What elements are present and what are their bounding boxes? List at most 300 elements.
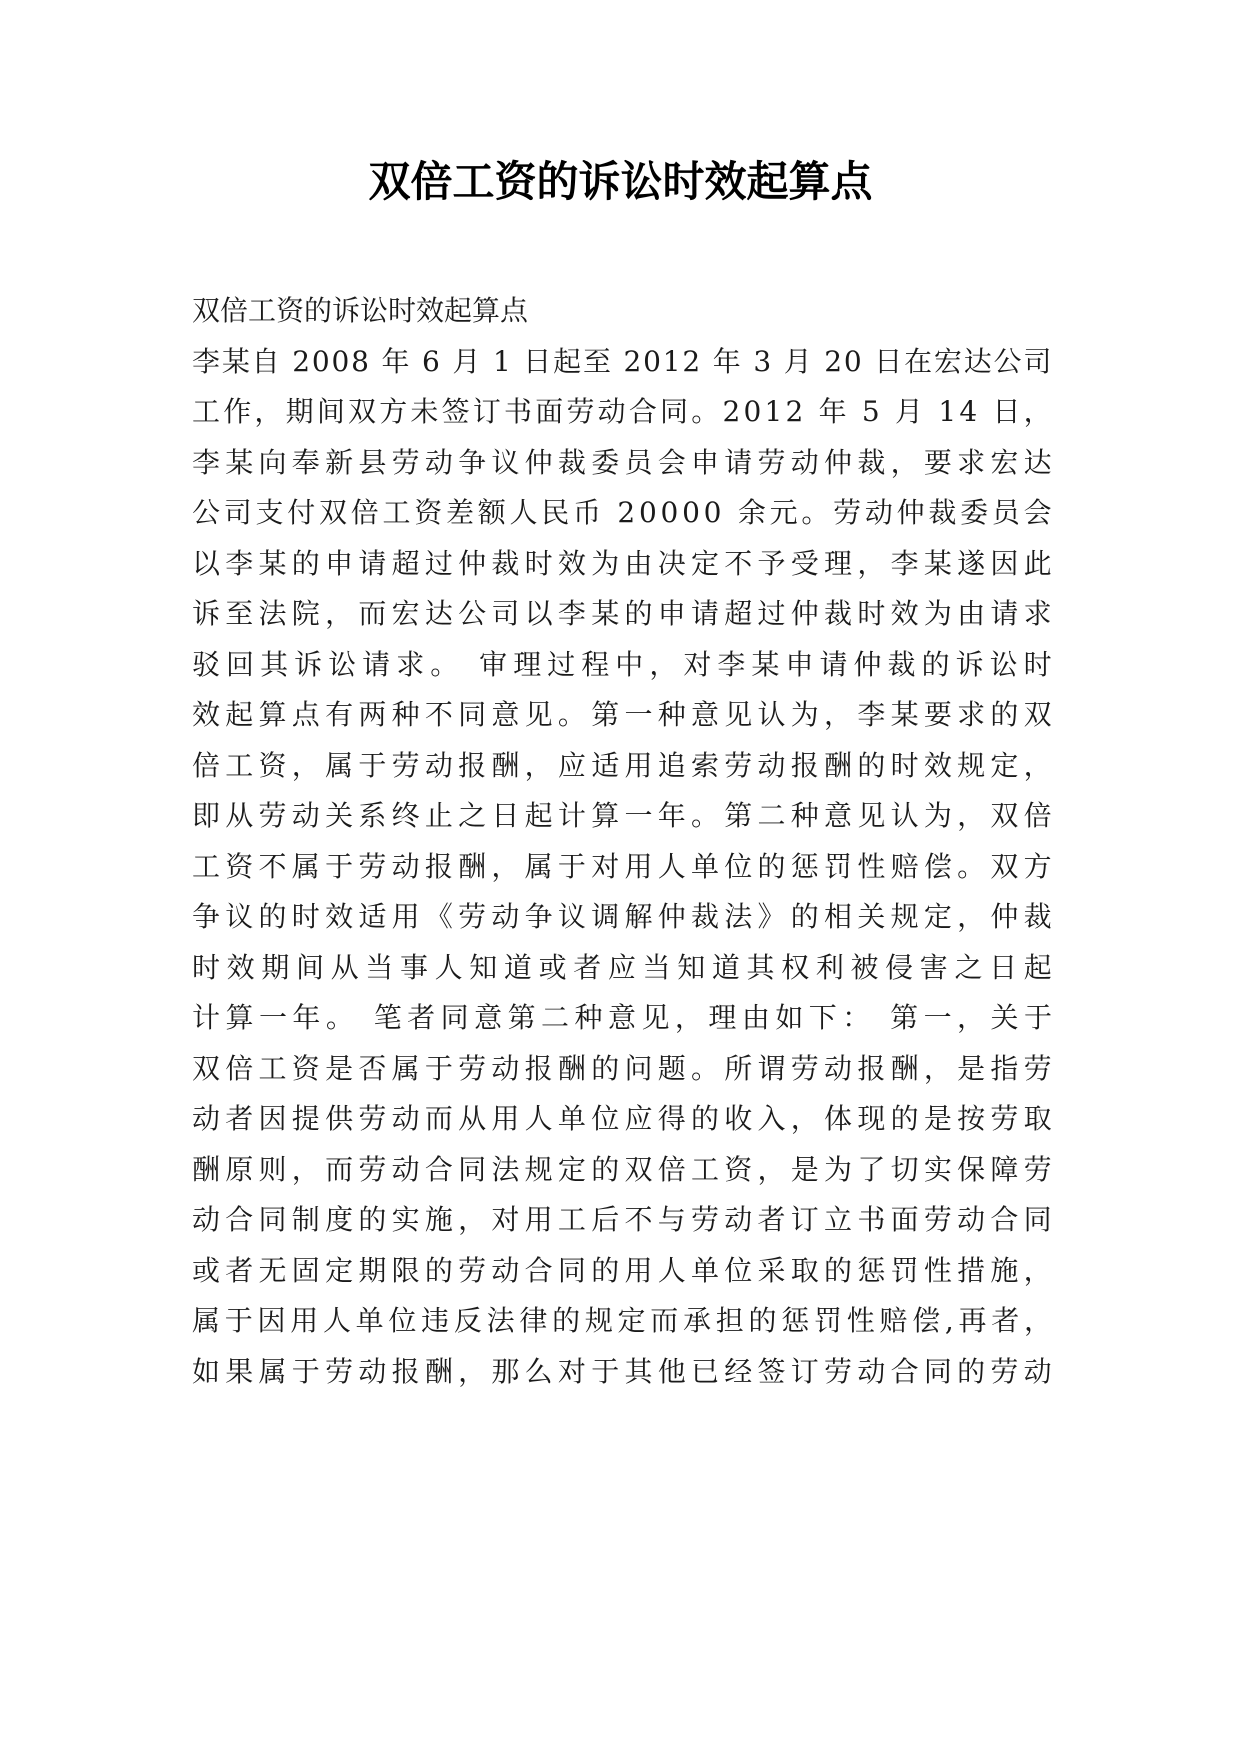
line-char: 动	[491, 1253, 520, 1287]
line-char: 于	[325, 849, 354, 883]
line-char: 请	[690, 597, 719, 630]
line-char: 用	[624, 849, 653, 883]
line-char: 资	[225, 849, 254, 883]
line-char: 动	[824, 1051, 853, 1085]
line-char: 的	[624, 597, 653, 630]
line-char: 时	[192, 950, 221, 984]
line-char: 资	[724, 1152, 753, 1186]
line-char: 而	[650, 1304, 679, 1337]
line-char: 经	[724, 1354, 753, 1388]
line-char: 方	[379, 395, 408, 428]
line-char: 与	[657, 1203, 686, 1236]
line-char: 算	[225, 1001, 254, 1034]
line-char: 其	[746, 950, 775, 984]
line-char: 笔	[373, 1001, 402, 1034]
line-char: 二	[757, 799, 786, 832]
line-char: 要	[923, 445, 952, 479]
line-char: 。	[691, 395, 720, 428]
line-char: 者	[407, 1001, 436, 1034]
line-char: 动	[291, 799, 320, 832]
line-char: 知	[677, 950, 706, 984]
line-char: 一	[923, 1001, 952, 1034]
line-char: 动	[424, 445, 453, 479]
line-char: 双	[990, 799, 1019, 832]
line-char: 0	[703, 496, 722, 529]
line-char: 点	[291, 698, 320, 731]
line-char: 度	[325, 1203, 354, 1236]
line-char: 二	[541, 1001, 570, 1034]
line-char: 从	[458, 1102, 487, 1135]
body-line	[192, 1296, 1052, 1347]
line-char: 其	[260, 647, 289, 681]
line-char: 决	[657, 546, 686, 580]
line-char: 至	[225, 597, 254, 630]
line-char: 倍	[225, 1051, 254, 1085]
line-char: ，	[254, 395, 283, 428]
line-char: 李	[225, 546, 254, 580]
line-char: 年	[292, 1001, 321, 1034]
body-line	[192, 488, 1052, 539]
line-char: 面	[890, 1203, 919, 1236]
line-char: 应	[624, 1102, 653, 1135]
line-char: 予	[757, 546, 786, 580]
body-line	[192, 741, 1052, 792]
line-char: 施	[424, 1203, 453, 1236]
line-char: 同	[923, 1354, 952, 1388]
line-char: 算	[591, 799, 620, 832]
line-char: 的	[921, 647, 950, 681]
line-char: ，	[1023, 748, 1052, 782]
line-char: 日	[874, 344, 903, 378]
line-char: 不	[624, 1203, 653, 1236]
line-char: 效	[557, 546, 586, 580]
line-char: 定	[923, 900, 952, 933]
line-char: 达	[963, 344, 992, 378]
body-line	[192, 1195, 1052, 1246]
line-char: 为	[923, 799, 952, 832]
line-char: 理	[824, 546, 853, 580]
line-char: 仲	[657, 900, 686, 933]
line-char: 种	[391, 698, 420, 731]
line-char: 规	[890, 900, 919, 933]
line-char: 仲	[990, 900, 1019, 933]
line-char: 人	[657, 849, 686, 883]
line-char: 效	[890, 597, 919, 630]
line-char: 申	[785, 647, 814, 681]
line-char: 动	[724, 1203, 753, 1236]
line-char: 起	[524, 799, 553, 832]
line-char: 工	[690, 1152, 719, 1186]
line-char: 工	[258, 1051, 287, 1085]
line-char: 合	[628, 395, 657, 428]
line-char: 措	[957, 1253, 986, 1287]
line-char: 期	[358, 1253, 387, 1287]
line-char: 效	[192, 698, 221, 731]
line-char: 某	[221, 344, 250, 378]
line-char	[359, 993, 368, 1044]
line-char: 止	[424, 799, 453, 832]
line-char: 中	[615, 647, 644, 681]
line-char	[482, 337, 491, 388]
line-char: 裁	[887, 647, 916, 681]
line-char: 赔	[890, 849, 919, 883]
line-char: 劳	[824, 1354, 853, 1388]
line-char	[442, 337, 451, 388]
line-char: 由	[741, 1001, 770, 1034]
line-char: 一	[624, 698, 653, 731]
line-char: 因	[258, 1102, 287, 1135]
line-char: 劳	[358, 1102, 387, 1135]
line-char: 》	[757, 900, 786, 933]
line-char: 单	[690, 849, 719, 883]
line-char: 用	[624, 1253, 653, 1287]
line-char: 动	[358, 1354, 387, 1388]
line-char: 他	[657, 1354, 686, 1388]
line-char: 资	[414, 496, 443, 529]
line-char: 议	[557, 900, 586, 933]
line-char: 劳	[1023, 1051, 1052, 1085]
line-char: 动	[192, 1102, 221, 1135]
line-char	[605, 488, 614, 539]
line-char: 工	[557, 1203, 586, 1236]
line-char: 在	[904, 344, 933, 378]
line-char: 于	[557, 849, 586, 883]
line-char: 过	[547, 647, 576, 681]
line-char: 而	[325, 1152, 354, 1186]
line-char: 因	[257, 1304, 286, 1337]
body-line	[192, 1044, 1052, 1095]
line-char: 动	[391, 1152, 420, 1186]
line-char: 2	[722, 395, 741, 428]
line-char: 如	[775, 1001, 804, 1034]
line-char: 动	[757, 748, 786, 782]
line-char: 单	[690, 1253, 719, 1287]
line-char: 自	[251, 344, 280, 378]
line-char: 4	[959, 395, 978, 428]
line-char: 对	[557, 1354, 586, 1388]
line-char: 同	[458, 1152, 487, 1186]
line-char: 动	[192, 1203, 221, 1236]
line-char: 裁	[557, 445, 586, 479]
line-char: 第	[591, 698, 620, 731]
line-char	[980, 387, 989, 438]
line-char: 受	[790, 546, 819, 580]
line-char: 属	[524, 849, 553, 883]
line-char: 诉	[192, 597, 221, 630]
line-char: 律	[519, 1304, 548, 1337]
line-char: 对	[683, 647, 712, 681]
line-char: 。	[690, 799, 719, 832]
line-char: 仲	[458, 546, 487, 580]
line-char: 偿	[923, 849, 952, 883]
line-char: 报	[857, 1051, 886, 1085]
line-char: 即	[192, 799, 221, 832]
line-char: 劳	[566, 395, 595, 428]
line-char: 请	[358, 546, 387, 580]
line-char: 适	[591, 748, 620, 782]
line-char: 动	[491, 1051, 520, 1085]
line-char: 罚	[813, 1304, 842, 1337]
line-char: ，	[957, 900, 986, 933]
line-char: 订	[790, 1203, 819, 1236]
line-char: 的	[824, 1253, 853, 1287]
line-char: ：	[842, 1001, 871, 1034]
line-char: 两	[358, 698, 387, 731]
line-char: 日	[989, 950, 1018, 984]
line-char: 间	[295, 950, 324, 984]
line-char: 收	[724, 1102, 753, 1135]
body-line	[192, 690, 1052, 741]
body-line	[192, 1246, 1052, 1297]
line-char: 实	[391, 1203, 420, 1236]
line-char: 于	[358, 748, 387, 782]
line-char: 的	[591, 1253, 620, 1287]
line-char: 见	[641, 1001, 670, 1034]
line-char: 劳	[391, 445, 420, 479]
line-char: 书	[857, 1203, 886, 1236]
line-char: 酬	[824, 748, 853, 782]
line-char: 劳	[990, 1354, 1019, 1388]
line-char: 后	[591, 1203, 620, 1236]
line-char: 议	[491, 445, 520, 479]
line-char: 认	[890, 799, 919, 832]
line-char: 时	[524, 546, 553, 580]
line-char: 0	[843, 344, 862, 378]
line-char: 劳	[258, 799, 287, 832]
line-char: 年	[712, 344, 741, 378]
line-char: 裁	[1023, 900, 1052, 933]
line-char: 应	[557, 748, 586, 782]
line-char: 请	[819, 647, 848, 681]
line-char: 障	[990, 1152, 1019, 1186]
line-char: ，	[1023, 395, 1052, 428]
line-char: 月	[452, 344, 481, 378]
line-char: 制	[291, 1203, 320, 1236]
line-char: 采	[757, 1253, 786, 1287]
line-char: 余	[737, 496, 766, 529]
line-char: 同	[258, 1203, 287, 1236]
line-char: 8	[351, 344, 369, 378]
line-char: 理	[513, 647, 542, 681]
line-char: 申	[657, 597, 686, 630]
line-char: 当	[365, 950, 394, 984]
line-char: 双	[348, 395, 377, 428]
line-char	[281, 337, 290, 388]
line-char: 者	[225, 1253, 254, 1287]
line-char: 《	[424, 900, 453, 933]
line-char: 李	[192, 445, 221, 479]
line-char: 元	[769, 496, 798, 529]
line-char: 委	[960, 496, 989, 529]
line-char: 权	[781, 950, 810, 984]
line-char: 司	[1023, 344, 1052, 378]
line-char: 属	[192, 1304, 221, 1337]
line-char: 位	[591, 1102, 620, 1135]
line-char: ，	[1023, 1304, 1052, 1337]
line-char: ，	[790, 1102, 819, 1135]
line-char: 同	[458, 698, 487, 731]
line-char: ，	[491, 849, 520, 883]
line-char: 倍	[350, 496, 379, 529]
line-char: 程	[581, 647, 610, 681]
line-char: 双	[192, 1051, 221, 1085]
line-char: 提	[291, 1102, 320, 1135]
line-char: 争	[192, 900, 221, 933]
line-char: 无	[258, 1253, 287, 1287]
line-char: 0	[331, 344, 350, 378]
line-char: 为	[923, 597, 952, 630]
line-char: 某	[225, 445, 254, 479]
line-char: 的	[957, 1354, 986, 1388]
line-char: 的	[757, 849, 786, 883]
line-char: 位	[724, 849, 753, 883]
body-line	[192, 387, 1052, 438]
line-char: 人	[509, 496, 538, 529]
line-char: 日	[992, 395, 1021, 428]
line-char: 动	[857, 1354, 886, 1388]
line-char: 报	[458, 748, 487, 782]
line-char: 书	[504, 395, 533, 428]
line-char: 1	[764, 395, 783, 428]
line-char: 币	[573, 496, 602, 529]
line-char: 合	[890, 1354, 919, 1388]
body-line	[192, 1347, 1052, 1398]
line-char: 调	[591, 900, 620, 933]
line-char: 时	[890, 748, 919, 782]
line-char: 法	[258, 597, 287, 630]
line-char: 5	[861, 395, 880, 428]
line-char: ，	[291, 1152, 320, 1186]
line-char: 某	[751, 647, 780, 681]
line-char: 立	[824, 1203, 853, 1236]
line-char: 议	[225, 900, 254, 933]
line-char: 意	[491, 698, 520, 731]
line-char: 作	[223, 395, 252, 428]
line-char: 劳	[358, 849, 387, 883]
line-char: 双	[1023, 698, 1052, 731]
line-char: 酬	[491, 748, 520, 782]
line-char: 差	[446, 496, 475, 529]
line-char: 动	[391, 849, 420, 883]
line-char: 求	[1023, 597, 1052, 630]
line-char: 报	[790, 748, 819, 782]
line-char: 劳	[757, 445, 786, 479]
line-char: 效	[226, 950, 255, 984]
line-char: 支	[255, 496, 284, 529]
line-char: 公	[192, 496, 221, 529]
line-char: 劳	[458, 1051, 487, 1085]
line-char: 劳	[724, 748, 753, 782]
line-char: 1	[492, 344, 511, 378]
line-char: 的	[291, 546, 320, 580]
line-char: 期	[261, 950, 290, 984]
line-char: ，	[458, 1203, 487, 1236]
body-line	[192, 892, 1052, 943]
line-char: 面	[535, 395, 564, 428]
line-char: ，	[890, 445, 919, 479]
line-char: 见	[524, 698, 553, 731]
line-char: 求	[396, 647, 425, 681]
line-char: 签	[441, 395, 470, 428]
line-char: 会	[1023, 496, 1052, 529]
line-char: 过	[424, 546, 453, 580]
line-char: 劳	[1023, 1152, 1052, 1186]
line-char: 于	[424, 1051, 453, 1085]
line-char: 申	[690, 445, 719, 479]
line-char: 者	[573, 950, 602, 984]
line-char: 偿	[912, 1304, 941, 1337]
line-char	[702, 337, 711, 388]
line-char: 道	[503, 950, 532, 984]
line-char: 的	[990, 698, 1019, 731]
line-char: 规	[957, 748, 986, 782]
line-char: 人	[524, 1102, 553, 1135]
line-char: 0	[682, 496, 700, 529]
line-char: 为	[790, 698, 819, 731]
line-char: 惩	[781, 1304, 810, 1337]
line-char: 不	[424, 698, 453, 731]
line-char	[807, 387, 816, 438]
line-char: 人	[657, 1253, 686, 1287]
line-char: 其	[624, 1354, 653, 1388]
line-char: 奉	[291, 445, 320, 479]
line-char: 县	[358, 445, 387, 479]
line-char	[926, 387, 935, 438]
line-char: 动	[597, 395, 626, 428]
line-char: 认	[757, 698, 786, 731]
line-char: 2	[785, 395, 804, 428]
line-char: 李	[557, 597, 586, 630]
line-char: 罚	[824, 849, 853, 883]
line-char: 方	[1023, 849, 1052, 883]
line-char: ，	[857, 546, 886, 580]
line-char: 向	[258, 445, 287, 479]
line-char	[513, 337, 522, 388]
line-char: 动	[957, 1203, 986, 1236]
line-char: 问	[624, 1051, 653, 1085]
line-char: 侵	[885, 950, 914, 984]
line-char: 或	[192, 1253, 221, 1287]
line-char: 员	[624, 445, 653, 479]
line-char: 资	[258, 748, 287, 782]
line-char: 公	[993, 344, 1022, 378]
line-char: 属	[325, 748, 354, 782]
line-char: 2	[824, 344, 843, 378]
line-char: 酬	[890, 1051, 919, 1085]
line-char: 月	[895, 395, 924, 428]
line-char: 工	[192, 849, 221, 883]
line-char: 则	[258, 1152, 287, 1186]
line-char: 位	[724, 1253, 753, 1287]
line-char: 起	[1023, 950, 1052, 984]
line-char: 2	[682, 344, 701, 378]
line-char: 申	[325, 546, 354, 580]
line-char: 某	[258, 546, 287, 580]
line-char: 1	[938, 395, 957, 428]
line-char: 达	[1023, 445, 1052, 479]
line-char	[850, 387, 859, 438]
line-char: 种	[657, 698, 686, 731]
line-char: 酬	[192, 1152, 221, 1186]
line-char: 劳	[833, 496, 862, 529]
line-char: 的	[690, 1102, 719, 1135]
line-char: 的	[748, 1304, 777, 1337]
line-char: 被	[850, 950, 879, 984]
line-char: 索	[690, 748, 719, 782]
line-char: 谓	[757, 1051, 786, 1085]
line-char: 意	[690, 698, 719, 731]
line-char: 规	[524, 1152, 553, 1186]
